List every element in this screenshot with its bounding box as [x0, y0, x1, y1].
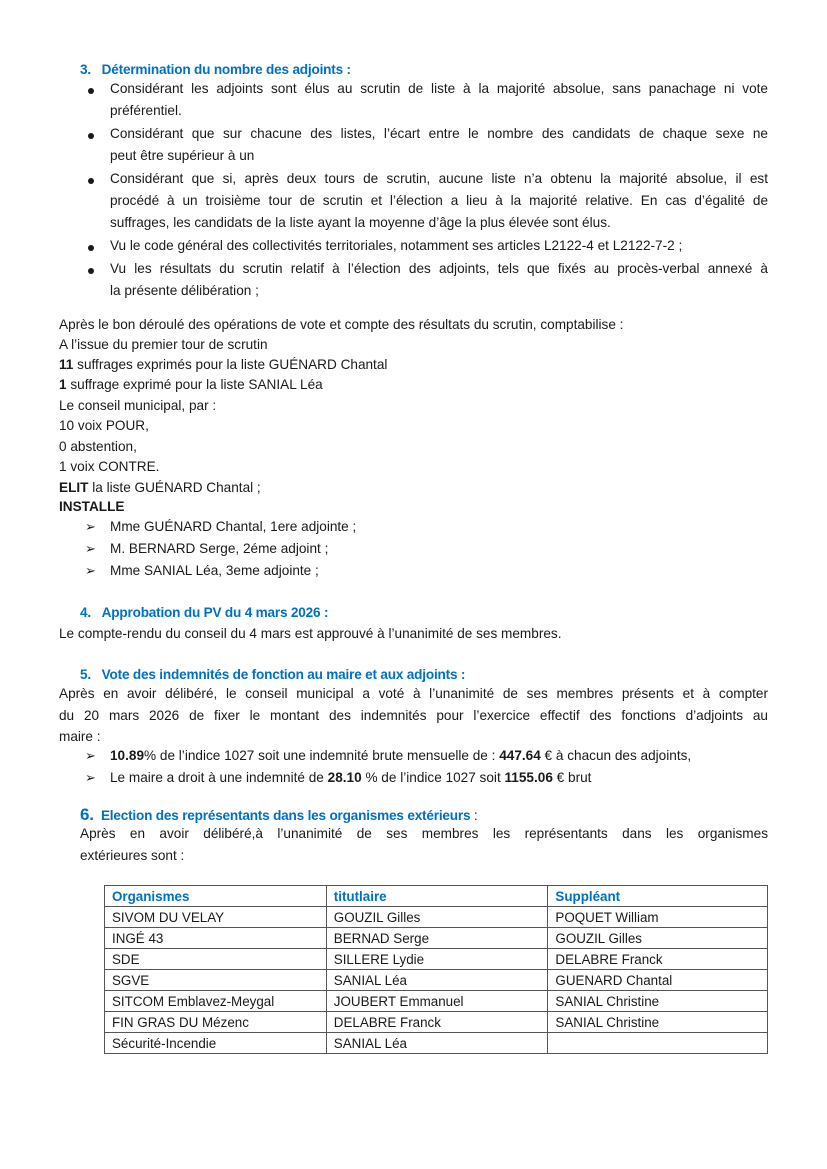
cell-suppleant: POQUET William: [548, 907, 768, 928]
table-row: [105, 1012, 768, 1033]
cell-titulaire: SANIAL Léa: [326, 1033, 548, 1054]
section-5-line-1: Après en avoir délibéré, le conseil municipal a voté à l’unanimité de ses membres présents et à compter: [59, 686, 768, 701]
cell-suppleant: SANIAL Christine: [548, 1012, 768, 1033]
installed-1: Mme GUÉNARD Chantal, 1ere adjointe ;: [110, 519, 357, 534]
bullet-1-line-2: préférentiel.: [110, 103, 182, 118]
section-5-title: Vote des indemnités de fonction au maire et aux adjoints :: [101, 667, 466, 682]
votes-list-1-count: 11: [59, 357, 74, 372]
bullet-5-line-1: Vu les résultats du scrutin relatif à l’élection des adjoints, tels que fixés au procès-verbal annexé à: [110, 261, 768, 276]
section-6-line-2: extérieures sont :: [80, 848, 185, 863]
cell-organisme: SDE: [105, 949, 327, 970]
bullet-2-line-2: peut être supérieur à un: [110, 148, 255, 163]
elects-line: [59, 478, 261, 498]
bullet-icon: [88, 178, 94, 184]
section-3-title: Détermination du nombre des adjoints :: [101, 62, 351, 77]
bullet-icon: [88, 88, 94, 94]
bullet-icon: [88, 268, 94, 274]
votes-for: 10 voix POUR,: [59, 418, 149, 433]
votes-list-1: [59, 355, 387, 375]
section-6-title-suffix: :: [470, 808, 478, 823]
cell-suppleant: SANIAL Christine: [548, 991, 768, 1012]
section-3-heading: [80, 62, 351, 77]
adjoint-text: % de l’indice 1027 soit une indemnité brute mensuelle de :: [144, 748, 500, 763]
votes-against: 1 voix CONTRE.: [59, 459, 160, 474]
adjoint-suffix: € à chacun des adjoints,: [540, 748, 692, 763]
cell-titulaire: GOUZIL Gilles: [326, 907, 548, 928]
section-4-title: Approbation du PV du 4 mars 2026 :: [101, 605, 329, 620]
votes-list-1-text: suffrages exprimés pour la liste GUÉNARD Chantal: [73, 357, 388, 372]
bullet-4-line-1: Vu le code général des collectivités territoriales, notamment ses articles L2122-4 et L2122-7-2 ;: [110, 238, 683, 253]
votes-list-2: [59, 375, 323, 395]
cell-organisme: INGÉ 43: [105, 928, 327, 949]
bullet-3-line-3: suffrages, les candidats de la liste ayant la moyenne d’âge la plus élevée sont élus.: [110, 215, 611, 230]
section-5-line-2: du 20 mars 2026 de fixer le montant des indemnités pour l’exercice effectif des fonctions d’adjoints au: [59, 708, 768, 723]
cell-titulaire: BERNAD Serge: [326, 928, 548, 949]
bullet-2-line-1: Considérant que sur chacune des listes, l’écart entre le nombre des candidats de chaque sexe ne: [110, 126, 768, 141]
table-header-row: [105, 886, 768, 907]
cell-organisme: SIVOM DU VELAY: [105, 907, 327, 928]
table-row: [105, 970, 768, 991]
section-6-heading: [80, 805, 477, 825]
header-organismes: Organismes: [105, 886, 327, 907]
section-4-text: Le compte-rendu du conseil du 4 mars est approuvé à l’unanimité de ses membres.: [59, 626, 562, 641]
bullet-1-line-1: Considérant les adjoints sont élus au scrutin de liste à la majorité absolue, sans panachage ni vote: [110, 81, 768, 96]
table-row: [105, 928, 768, 949]
arrow-bullet-icon: ➢: [85, 563, 96, 578]
cell-suppleant: [548, 1033, 768, 1054]
first-round: A l’issue du premier tour de scrutin: [59, 337, 268, 352]
section-3-number: 3.: [80, 62, 91, 77]
cell-organisme: SGVE: [105, 970, 327, 991]
votes-list-2-count: 1: [59, 377, 67, 392]
installs-label: INSTALLE: [59, 499, 125, 514]
results-intro: Après le bon déroulé des opérations de vote et compte des résultats du scrutin, comptabilise :: [59, 317, 624, 332]
cell-organisme: FIN GRAS DU Mézenc: [105, 1012, 327, 1033]
arrow-bullet-icon: ➢: [85, 519, 96, 534]
table-row: [105, 1033, 768, 1054]
table-row: [105, 907, 768, 928]
cell-titulaire: SILLERE Lydie: [326, 949, 548, 970]
votes-list-2-text: suffrage exprimé pour la liste SANIAL Léa: [66, 377, 323, 392]
arrow-bullet-icon: ➢: [85, 541, 96, 556]
section-6-number: 6.: [80, 805, 94, 824]
cell-titulaire: DELABRE Franck: [326, 1012, 548, 1033]
bullet-3-line-1: Considérant que si, après deux tours de scrutin, aucune liste n’a obtenu la majorité absolue, il est: [110, 171, 768, 186]
section-5-line-3: maire :: [59, 729, 101, 744]
cell-organisme: Sécurité-Incendie: [105, 1033, 327, 1054]
cell-suppleant: GOUZIL Gilles: [548, 928, 768, 949]
section-6-title: Election des représentants dans les organismes extérieurs: [100, 808, 471, 823]
section-6-line-1: Après en avoir délibéré,à l’unanimité de ses membres les représentants dans les organismes: [80, 826, 768, 841]
elects-keyword: ELIT: [59, 480, 89, 495]
header-titulaire: titutlaire: [326, 886, 548, 907]
installs-keyword: [59, 497, 124, 517]
section-5-heading: [80, 667, 465, 682]
bullet-icon: [88, 133, 94, 139]
cell-titulaire: JOUBERT Emmanuel: [326, 991, 548, 1012]
cell-titulaire: SANIAL Léa: [326, 970, 548, 991]
cell-organisme: SITCOM Emblavez-Meygal: [105, 991, 327, 1012]
maire-text: % de l’indice 1027 soit: [361, 770, 505, 785]
cell-suppleant: DELABRE Franck: [548, 949, 768, 970]
section-4-number: 4.: [80, 605, 91, 620]
installed-2: M. BERNARD Serge, 2éme adjoint ;: [110, 541, 329, 556]
installed-3: Mme SANIAL Léa, 3eme adjointe ;: [110, 563, 319, 578]
indemnity-maire: [110, 770, 591, 785]
arrow-bullet-icon: ➢: [85, 770, 96, 785]
table-row: [105, 949, 768, 970]
votes-abstention: 0 abstention,: [59, 439, 137, 454]
cell-suppleant: GUENARD Chantal: [548, 970, 768, 991]
adjoint-amount: 447.64: [499, 748, 541, 763]
arrow-bullet-icon: ➢: [85, 748, 96, 763]
organismes-table: [104, 885, 768, 1054]
maire-suffix: € brut: [552, 770, 592, 785]
council-by: Le conseil municipal, par :: [59, 398, 217, 413]
table-row: [105, 991, 768, 1012]
header-suppleant: Suppléant: [548, 886, 768, 907]
section-4-heading: [80, 605, 328, 620]
bullet-icon: [88, 245, 94, 251]
elects-text: la liste GUÉNARD Chantal ;: [88, 480, 261, 495]
maire-pct: 28.10: [327, 770, 362, 785]
bullet-3-line-2: procédé à un troisième tour de scrutin et l’élection a lieu à la majorité relative. En cas d’égalité de: [110, 193, 768, 208]
adjoint-pct: 10.89: [110, 748, 145, 763]
section-5-number: 5.: [80, 667, 91, 682]
indemnity-adjoints: [110, 748, 691, 763]
maire-prefix: Le maire a droit à une indemnité de: [110, 770, 328, 785]
bullet-5-line-2: la présente délibération ;: [110, 283, 259, 298]
maire-amount: 1155.06: [504, 770, 553, 785]
